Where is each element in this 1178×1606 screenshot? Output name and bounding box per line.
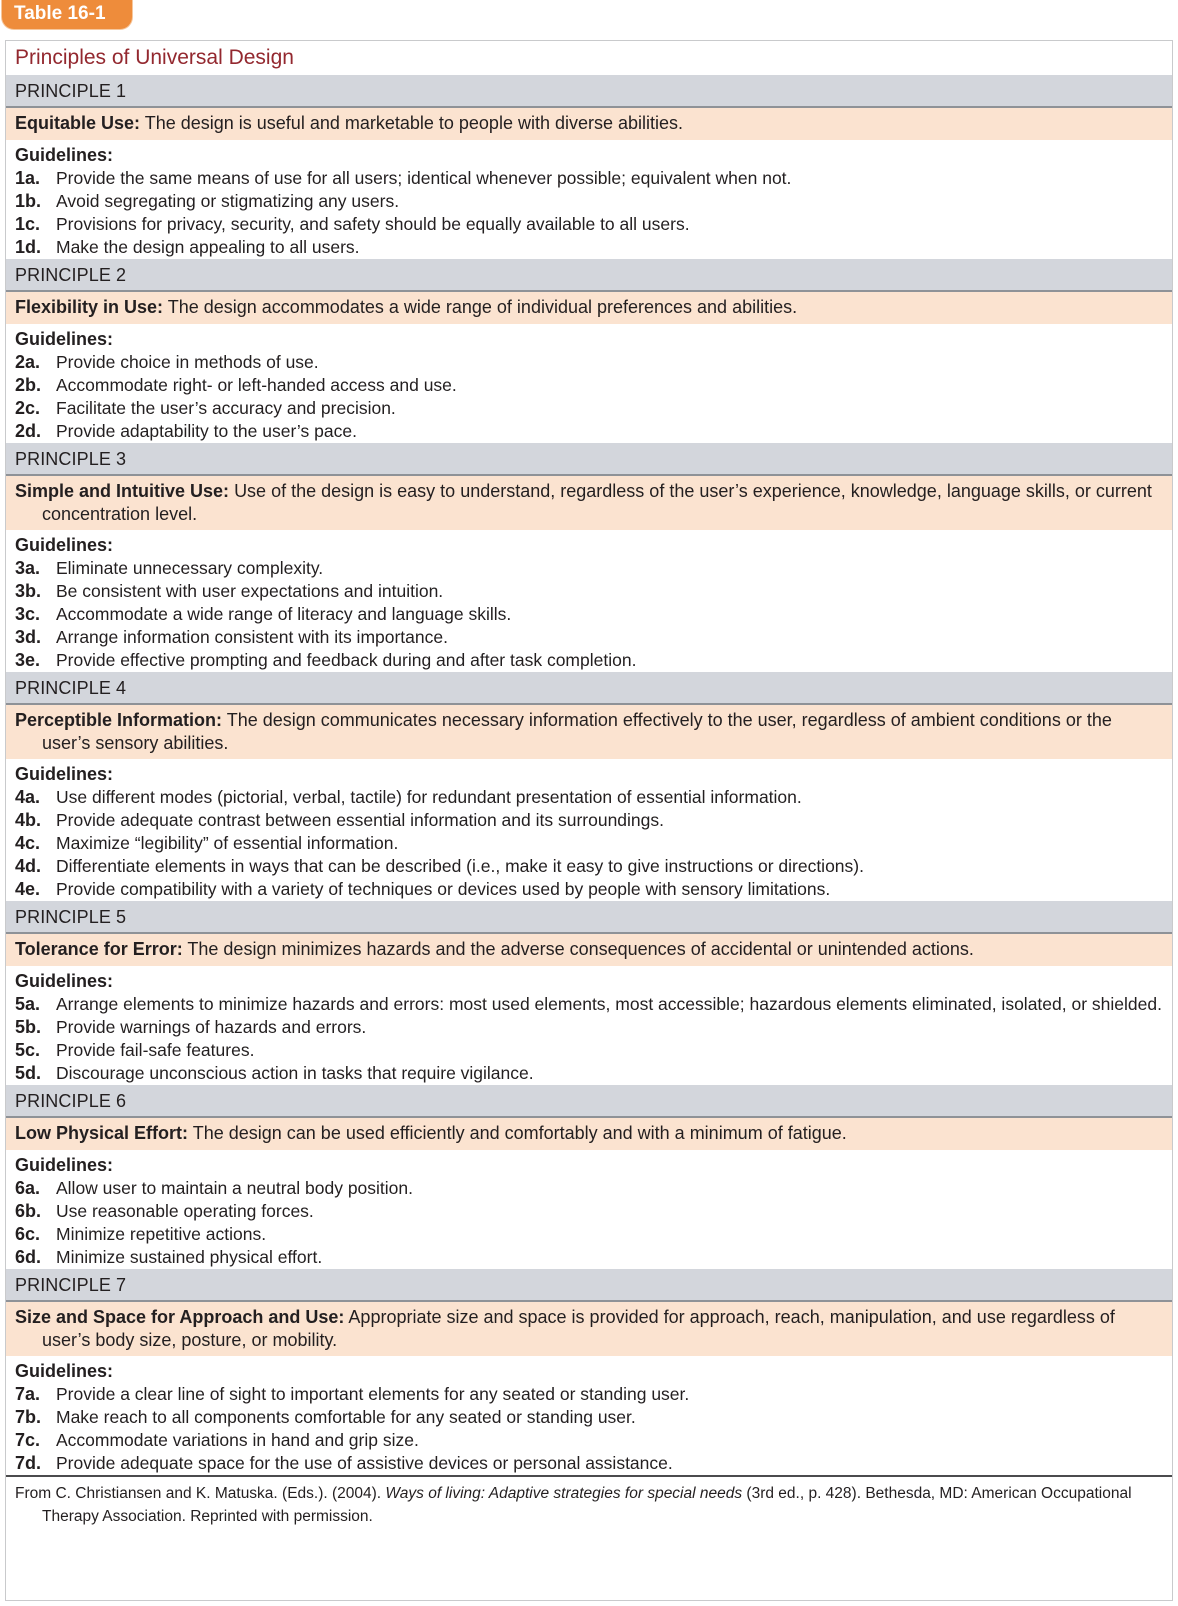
guideline-text: Facilitate the user’s accuracy and precision. [56,398,396,418]
principle-description: Use of the design is easy to understand, regardless of the user’s experience, knowledge, language skills, or current concentration level. [42,481,1152,524]
principle-definition [6,292,1172,324]
guideline-text: Use different modes (pictorial, verbal, tactile) for redundant presentation of essential information. [56,787,802,807]
guideline-text: Minimize sustained physical effort. [56,1247,323,1267]
guideline-item [15,190,1164,213]
principle-section [6,443,1172,672]
guideline-item [15,167,1164,190]
guideline-text: Be consistent with user expectations and intuition. [56,581,444,601]
guidelines-block [6,759,1172,901]
guidelines-block [6,530,1172,672]
guideline-number: 3d. [15,627,42,647]
guideline-number: 4a. [15,787,41,807]
principle-definition [6,1118,1172,1150]
guidelines-label: Guidelines: [15,1155,114,1175]
citation-suffix: (3rd ed., p. 428). Bethesda, MD: American Occupational Therapy Association. Reprinted with permission. [42,1485,1132,1525]
guideline-item [15,1062,1164,1085]
principle-heading: PRINCIPLE 7 [6,1269,1172,1302]
principle-description: The design minimizes hazards and the adverse consequences of accidental or unintended actions. [187,939,974,959]
principle-heading: PRINCIPLE 5 [6,901,1172,934]
guidelines-block [6,140,1172,259]
principle-section [6,672,1172,901]
guideline-text: Eliminate unnecessary complexity. [56,558,324,578]
guideline-item [15,557,1164,580]
guideline-number: 6c. [15,1224,41,1244]
guideline-text: Accommodate a wide range of literacy and language skills. [56,604,512,624]
guideline-number: 4b. [15,810,42,830]
principle-description: The design communicates necessary information effectively to the user, regardless of ambient conditions or the user’s sensory abilities. [42,710,1112,753]
guideline-number: 6b. [15,1201,42,1221]
guideline-item [15,649,1164,672]
guideline-item [15,878,1164,901]
guideline-item [15,1016,1164,1039]
guideline-text: Accommodate variations in hand and grip size. [56,1430,419,1450]
principle-heading: PRINCIPLE 1 [6,75,1172,108]
guideline-number: 2b. [15,375,42,395]
guideline-text: Provide fail-safe features. [56,1040,255,1060]
guideline-item [15,1452,1164,1475]
guideline-text: Provide the same means of use for all users; identical whenever possible; equivalent when not. [56,168,792,188]
guideline-item [15,993,1164,1016]
guidelines-label: Guidelines: [15,764,114,784]
guideline-item [15,603,1164,626]
principle-section [6,75,1172,259]
guideline-item [15,580,1164,603]
guideline-number: 2c. [15,398,41,418]
guideline-number: 7d. [15,1453,42,1473]
guideline-item [15,1406,1164,1429]
guideline-item [15,1383,1164,1406]
guideline-number: 3b. [15,581,42,601]
guideline-text: Differentiate elements in ways that can be described (i.e., make it easy to give instructions or directions). [56,856,864,876]
principle-term: Tolerance for Error: [15,939,183,959]
guideline-text: Provide adequate space for the use of assistive devices or personal assistance. [56,1453,673,1473]
principles-table [5,40,1173,1601]
guideline-number: 5b. [15,1017,42,1037]
guideline-text: Provide adequate contrast between essential information and its surroundings. [56,810,665,830]
guideline-text: Provide choice in methods of use. [56,352,319,372]
guideline-text: Provide adaptability to the user’s pace. [56,421,357,441]
guidelines-block [6,966,1172,1085]
guideline-item [15,809,1164,832]
guideline-item [15,374,1164,397]
guideline-item [15,626,1164,649]
principle-description: The design accommodates a wide range of individual preferences and abilities. [167,297,798,317]
guideline-number: 7b. [15,1407,42,1427]
guideline-item [15,1039,1164,1062]
guideline-item [15,832,1164,855]
guideline-text: Provisions for privacy, security, and safety should be equally available to all users. [56,214,690,234]
principle-heading: PRINCIPLE 3 [6,443,1172,476]
principle-term: Flexibility in Use: [15,297,164,317]
principle-description: Appropriate size and space is provided for approach, reach, manipulation, and use regardless of user’s body size, posture, or mobility. [42,1307,1115,1350]
principle-term: Simple and Intuitive Use: [15,481,230,501]
table-title: Principles of Universal Design [15,46,294,69]
guideline-number: 5a. [15,994,41,1014]
guideline-number: 6d. [15,1247,42,1267]
principles-body [6,75,1172,1475]
guideline-text: Avoid segregating or stigmatizing any users. [56,191,400,211]
guidelines-label: Guidelines: [15,1361,114,1381]
guideline-number: 5d. [15,1063,42,1083]
guideline-text: Use reasonable operating forces. [56,1201,314,1221]
guideline-item [15,855,1164,878]
guideline-number: 1d. [15,237,42,257]
principle-definition [6,705,1172,759]
guideline-text: Arrange elements to minimize hazards and errors: most used elements, most accessible; hazardous elements eliminated, isolated, or shielded. [56,994,1162,1014]
guidelines-block [6,1356,1172,1475]
guideline-item [15,1223,1164,1246]
guideline-item [15,397,1164,420]
guideline-item [15,1246,1164,1269]
principle-section [6,1269,1172,1475]
guideline-item [15,786,1164,809]
guideline-text: Maximize “legibility” of essential information. [56,833,399,853]
guideline-number: 7c. [15,1430,41,1450]
principle-term: Perceptible Information: [15,710,223,730]
table-tag: Table 16-1 [2,0,132,29]
guideline-number: 2d. [15,421,42,441]
guideline-number: 5c. [15,1040,41,1060]
guideline-text: Make reach to all components comfortable for any seated or standing user. [56,1407,636,1427]
guideline-text: Provide a clear line of sight to important elements for any seated or standing user. [56,1384,690,1404]
guideline-number: 6a. [15,1178,41,1198]
guideline-text: Provide effective prompting and feedback during and after task completion. [56,650,637,670]
guideline-number: 4c. [15,833,41,853]
guideline-number: 1c. [15,214,41,234]
guideline-item [15,1177,1164,1200]
guideline-text: Make the design appealing to all users. [56,237,360,257]
principle-heading: PRINCIPLE 2 [6,259,1172,292]
guideline-number: 2a. [15,352,41,372]
guideline-item [15,1200,1164,1223]
guideline-number: 3e. [15,650,41,670]
citation [6,1475,1172,1528]
guideline-number: 4d. [15,856,42,876]
guidelines-label: Guidelines: [15,329,114,349]
guideline-number: 3c. [15,604,41,624]
principle-description: The design is useful and marketable to people with diverse abilities. [144,113,684,133]
guideline-number: 3a. [15,558,41,578]
principle-definition [6,108,1172,140]
guideline-item [15,420,1164,443]
guideline-text: Allow user to maintain a neutral body position. [56,1178,414,1198]
guidelines-label: Guidelines: [15,535,114,555]
citation-prefix: From C. Christiansen and K. Matuska. (Eds.). (2004). [15,1485,386,1502]
principle-section [6,1085,1172,1269]
principle-section [6,259,1172,443]
guideline-text: Discourage unconscious action in tasks that require vigilance. [56,1063,534,1083]
principle-section [6,901,1172,1085]
guideline-item [15,1429,1164,1452]
guideline-item [15,236,1164,259]
principle-term: Equitable Use: [15,113,141,133]
guidelines-block [6,1150,1172,1269]
guideline-text: Provide compatibility with a variety of techniques or devices used by people with sensory limitations. [56,879,831,899]
guideline-text: Arrange information consistent with its importance. [56,627,448,647]
guidelines-label: Guidelines: [15,145,114,165]
guidelines-block [6,324,1172,443]
guideline-text: Minimize repetitive actions. [56,1224,267,1244]
principle-term: Low Physical Effort: [15,1123,189,1143]
guideline-text: Provide warnings of hazards and errors. [56,1017,367,1037]
principle-heading: PRINCIPLE 4 [6,672,1172,705]
principle-heading: PRINCIPLE 6 [6,1085,1172,1118]
principle-definition [6,1302,1172,1356]
guideline-text: Accommodate right- or left-handed access and use. [56,375,457,395]
guideline-item [15,213,1164,236]
principle-description: The design can be used efficiently and comfortably and with a minimum of fatigue. [192,1123,847,1143]
principle-definition [6,476,1172,530]
guidelines-label: Guidelines: [15,971,114,991]
guideline-number: 7a. [15,1384,41,1404]
guideline-number: 1a. [15,168,41,188]
guideline-number: 1b. [15,191,42,211]
guideline-number: 4e. [15,879,41,899]
guideline-item [15,351,1164,374]
citation-title: Ways of living: Adaptive strategies for special needs [385,1485,743,1502]
principle-term: Size and Space for Approach and Use: [15,1307,345,1327]
principle-definition [6,934,1172,966]
